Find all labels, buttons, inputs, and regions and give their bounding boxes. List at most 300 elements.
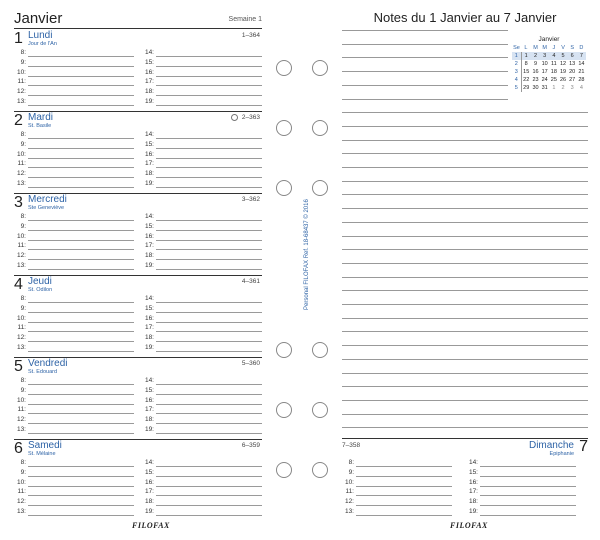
writing-line[interactable] xyxy=(156,187,262,188)
hour-slot[interactable] xyxy=(466,487,576,497)
mini-calendar-title: Janvier xyxy=(538,36,560,43)
note-line[interactable] xyxy=(342,386,588,387)
hour-slot[interactable] xyxy=(466,468,576,478)
writing-line[interactable] xyxy=(28,187,134,188)
hour-slot[interactable] xyxy=(466,458,576,468)
note-line[interactable] xyxy=(342,208,588,209)
hour-label: 11: xyxy=(17,324,26,332)
hour-slot[interactable] xyxy=(14,376,134,386)
calendar-day[interactable]: 17 xyxy=(541,69,548,75)
hour-slot[interactable] xyxy=(142,77,262,87)
note-line[interactable] xyxy=(342,222,588,223)
hour-label: 15: xyxy=(468,468,478,476)
ring-hole xyxy=(276,60,292,76)
hour-slot[interactable] xyxy=(342,497,452,507)
note-line[interactable] xyxy=(342,359,588,360)
day-number: 5 xyxy=(14,358,23,375)
writing-line[interactable] xyxy=(28,433,134,434)
hour-label: 13: xyxy=(16,262,26,269)
hour-slot[interactable] xyxy=(142,304,262,314)
note-line[interactable] xyxy=(342,126,588,127)
calendar-week-number: 3 xyxy=(512,68,521,76)
hour-slot[interactable] xyxy=(14,159,134,169)
hour-slot[interactable] xyxy=(342,478,452,488)
calendar-day[interactable]: 12 xyxy=(559,61,567,67)
writing-line[interactable] xyxy=(156,351,262,352)
filofax-logo-right: FILOFAX xyxy=(450,521,488,530)
calendar-day[interactable]: 11 xyxy=(550,61,557,67)
calendar-day[interactable]: 27 xyxy=(569,77,576,83)
hour-slot[interactable] xyxy=(14,179,134,189)
hour-label: 18: xyxy=(144,498,154,506)
sunday-saint: Epiphanie xyxy=(549,451,574,457)
hour-label: 17: xyxy=(144,324,154,332)
hour-slot[interactable] xyxy=(342,458,452,468)
hour-label: 10: xyxy=(16,396,26,404)
calendar-day[interactable]: 21 xyxy=(578,69,585,75)
note-line[interactable] xyxy=(342,181,588,182)
hour-label: 16: xyxy=(144,314,154,322)
writing-line[interactable] xyxy=(156,269,262,270)
day-name: Samedi xyxy=(28,440,62,451)
hour-label: 8: xyxy=(348,459,354,466)
day-number: 2 xyxy=(14,112,23,129)
calendar-weekday-header: D xyxy=(579,45,584,51)
hour-slot[interactable] xyxy=(142,478,262,488)
hour-slot[interactable] xyxy=(142,232,262,242)
hour-label: 10: xyxy=(16,150,26,158)
hour-slot[interactable] xyxy=(14,323,134,333)
hour-slot[interactable] xyxy=(142,487,262,497)
hour-label: 13: xyxy=(16,508,26,515)
hour-slot[interactable] xyxy=(142,458,262,468)
note-line[interactable] xyxy=(342,44,508,45)
hour-label: 15: xyxy=(144,140,154,148)
calendar-week-number: 5 xyxy=(512,84,521,92)
hour-slot[interactable] xyxy=(142,87,262,97)
hour-slot[interactable] xyxy=(466,478,576,488)
calendar-weekday-header: M xyxy=(533,45,538,51)
hour-label: 15: xyxy=(144,58,154,66)
calendar-day[interactable]: 20 xyxy=(569,69,576,75)
hour-slot[interactable] xyxy=(142,425,262,435)
day-block xyxy=(14,276,262,358)
hour-slot[interactable] xyxy=(142,241,262,251)
hour-label: 13: xyxy=(16,180,26,187)
note-line[interactable] xyxy=(342,30,508,31)
hour-label: 18: xyxy=(144,416,154,424)
hour-slot[interactable] xyxy=(14,405,134,415)
hour-slot[interactable] xyxy=(14,343,134,353)
note-line[interactable] xyxy=(342,112,588,113)
calendar-day[interactable]: 26 xyxy=(559,77,567,83)
hour-label: 14: xyxy=(144,131,154,138)
writing-line[interactable] xyxy=(28,269,134,270)
calendar-day[interactable]: 25 xyxy=(550,77,557,83)
hour-label: 15: xyxy=(144,222,154,230)
hour-label: 10: xyxy=(344,478,354,486)
hour-label: 12: xyxy=(16,88,26,96)
hour-slot[interactable] xyxy=(14,478,134,488)
hour-slot[interactable] xyxy=(342,507,452,517)
writing-line[interactable] xyxy=(156,515,262,516)
hour-label: 9: xyxy=(20,386,26,394)
day-sunday xyxy=(342,432,588,532)
hour-label: 9: xyxy=(20,140,26,148)
hour-slot[interactable] xyxy=(14,458,134,468)
hour-label: 8: xyxy=(20,213,26,220)
notes-title: Notes du 1 Janvier au 7 Janvier xyxy=(373,10,557,25)
hour-label: 9: xyxy=(20,58,26,66)
hour-label: 18: xyxy=(468,498,478,506)
ring-hole xyxy=(312,462,328,478)
calendar-day[interactable]: 2 xyxy=(561,85,565,91)
hour-label: 12: xyxy=(16,252,26,260)
hour-slot[interactable] xyxy=(14,415,134,425)
note-line[interactable] xyxy=(342,85,508,86)
day-block xyxy=(14,112,262,194)
writing-line[interactable] xyxy=(480,515,576,516)
hour-label: 10: xyxy=(16,68,26,76)
note-line[interactable] xyxy=(342,400,588,401)
day-count: 3–362 xyxy=(241,196,260,203)
calendar-day[interactable]: 23 xyxy=(532,77,539,83)
hour-slot[interactable] xyxy=(14,386,134,396)
calendar-weekday-header: L xyxy=(524,45,528,51)
calendar-weekday-header: Se xyxy=(513,45,520,51)
hour-label: 8: xyxy=(20,459,26,466)
note-line[interactable] xyxy=(342,263,588,264)
calendar-day[interactable]: 8 xyxy=(524,61,528,67)
hour-slot[interactable] xyxy=(14,68,134,78)
hour-slot[interactable] xyxy=(14,304,134,314)
hour-label: 10: xyxy=(16,232,26,240)
hour-label: 16: xyxy=(468,478,478,486)
calendar-day[interactable]: 19 xyxy=(559,69,567,75)
calendar-day[interactable]: 16 xyxy=(532,69,539,75)
hour-label: 13: xyxy=(16,426,26,433)
hour-slot[interactable] xyxy=(142,179,262,189)
hour-label: 11: xyxy=(17,488,26,496)
note-line[interactable] xyxy=(342,71,508,72)
hour-slot[interactable] xyxy=(142,343,262,353)
day-number: 6 xyxy=(14,440,23,457)
writing-line[interactable] xyxy=(156,433,262,434)
hour-slot[interactable] xyxy=(142,140,262,150)
hour-slot[interactable] xyxy=(142,376,262,386)
calendar-day[interactable]: 2 xyxy=(531,52,540,60)
hour-label: 9: xyxy=(20,468,26,476)
hour-slot[interactable] xyxy=(142,212,262,222)
week-label: Semaine 1 xyxy=(228,16,262,23)
hour-slot[interactable] xyxy=(342,487,452,497)
note-line[interactable] xyxy=(342,414,588,415)
hour-slot[interactable] xyxy=(142,333,262,343)
hour-label: 14: xyxy=(144,295,154,302)
hour-label: 11: xyxy=(17,78,26,86)
calendar-week-row xyxy=(512,84,586,92)
hour-label: 18: xyxy=(144,334,154,342)
calendar-day[interactable]: 4 xyxy=(549,52,558,60)
mini-calendar xyxy=(512,36,586,92)
day-count: 2–363 xyxy=(241,114,260,121)
hour-slot[interactable] xyxy=(142,169,262,179)
hour-label: 14: xyxy=(468,459,478,466)
hour-label: 19: xyxy=(144,98,154,105)
hour-label: 15: xyxy=(144,304,154,312)
hour-slot[interactable] xyxy=(142,251,262,261)
hour-label: 12: xyxy=(16,498,26,506)
hour-label: 19: xyxy=(144,180,154,187)
note-line[interactable] xyxy=(342,194,588,195)
hour-slot[interactable] xyxy=(14,241,134,251)
hour-slot[interactable] xyxy=(14,261,134,271)
calendar-day[interactable]: 24 xyxy=(541,77,548,83)
hour-slot[interactable] xyxy=(14,314,134,324)
calendar-day[interactable]: 28 xyxy=(578,77,585,83)
hour-slot[interactable] xyxy=(142,97,262,107)
hour-label: 19: xyxy=(144,508,154,515)
hour-slot[interactable] xyxy=(142,68,262,78)
left-page xyxy=(14,10,262,530)
calendar-day[interactable]: 18 xyxy=(550,69,557,75)
hour-slot[interactable] xyxy=(142,497,262,507)
hour-label: 11: xyxy=(17,406,26,414)
calendar-weekday-header: J xyxy=(552,45,556,51)
day-name: Mardi xyxy=(28,112,54,123)
note-line[interactable] xyxy=(342,290,588,291)
hour-slot[interactable] xyxy=(14,87,134,97)
calendar-day[interactable]: 3 xyxy=(540,52,549,60)
hour-slot[interactable] xyxy=(142,323,262,333)
mini-calendar-grid xyxy=(512,44,586,92)
calendar-week-row xyxy=(512,76,586,84)
hour-label: 17: xyxy=(144,488,154,496)
hour-label: 8: xyxy=(20,377,26,384)
day-name: Mercredi xyxy=(28,194,67,205)
hour-label: 12: xyxy=(16,416,26,424)
calendar-day[interactable]: 4 xyxy=(579,85,583,91)
hour-slot[interactable] xyxy=(142,415,262,425)
ring-hole xyxy=(276,462,292,478)
hour-label: 18: xyxy=(144,170,154,178)
hour-label: 10: xyxy=(16,478,26,486)
note-line[interactable] xyxy=(342,277,588,278)
day-name: Vendredi xyxy=(28,358,68,369)
hour-label: 17: xyxy=(144,78,154,86)
saint-name: St. Mélaine xyxy=(28,451,56,457)
ring-hole xyxy=(276,402,292,418)
hour-label: 8: xyxy=(20,295,26,302)
hour-slot[interactable] xyxy=(14,497,134,507)
day-count: 6–359 xyxy=(241,442,260,449)
hour-slot[interactable] xyxy=(142,159,262,169)
hour-slot[interactable] xyxy=(142,261,262,271)
hour-slot[interactable] xyxy=(14,507,134,517)
hour-label: 12: xyxy=(16,170,26,178)
hour-slot[interactable] xyxy=(14,212,134,222)
calendar-day[interactable]: 5 xyxy=(558,52,567,60)
day-block xyxy=(14,440,262,522)
hour-label: 13: xyxy=(16,98,26,105)
hour-slot[interactable] xyxy=(142,294,262,304)
ring-hole xyxy=(276,180,292,196)
sunday-day-number: 7 xyxy=(579,438,588,455)
hour-slot[interactable] xyxy=(14,232,134,242)
hour-label: 19: xyxy=(144,344,154,351)
hour-label: 16: xyxy=(144,150,154,158)
calendar-day[interactable]: 10 xyxy=(541,61,548,67)
saint-name: St. Edouard xyxy=(28,369,58,375)
hour-label: 9: xyxy=(348,468,354,476)
hour-slot[interactable] xyxy=(14,48,134,58)
hour-slot[interactable] xyxy=(142,396,262,406)
note-line[interactable] xyxy=(342,318,588,319)
spine-reference-text: Personal FILOFAX Ref. 18-68437 © 2016 xyxy=(304,199,310,310)
hour-slot[interactable] xyxy=(14,77,134,87)
hour-slot[interactable] xyxy=(14,222,134,232)
saint-name: Jour de l'An xyxy=(28,41,57,47)
hour-slot[interactable] xyxy=(14,150,134,160)
hour-slot[interactable] xyxy=(142,314,262,324)
hour-label: 12: xyxy=(16,334,26,342)
hour-slot[interactable] xyxy=(14,468,134,478)
calendar-day[interactable]: 6 xyxy=(568,52,577,60)
sunday-rule xyxy=(342,438,588,439)
ring-hole xyxy=(312,180,328,196)
calendar-day[interactable]: 7 xyxy=(577,52,586,60)
hour-slot[interactable] xyxy=(466,507,576,517)
writing-line[interactable] xyxy=(356,515,452,516)
hour-label: 13: xyxy=(344,508,354,515)
hour-slot[interactable] xyxy=(14,487,134,497)
day-number: 1 xyxy=(14,30,23,47)
calendar-week-row xyxy=(512,68,586,76)
saint-name: St. Basile xyxy=(28,123,52,129)
hour-slot[interactable] xyxy=(14,396,134,406)
hour-label: 17: xyxy=(144,160,154,168)
note-line[interactable] xyxy=(342,331,588,332)
note-line[interactable] xyxy=(342,427,588,428)
day-block xyxy=(14,30,262,112)
hour-slot[interactable] xyxy=(142,150,262,160)
writing-line[interactable] xyxy=(156,105,262,106)
hour-label: 8: xyxy=(20,131,26,138)
writing-line[interactable] xyxy=(28,515,134,516)
ring-hole xyxy=(312,342,328,358)
hour-slot[interactable] xyxy=(14,251,134,261)
hour-slot[interactable] xyxy=(14,58,134,68)
hour-label: 16: xyxy=(144,68,154,76)
ring-hole xyxy=(276,342,292,358)
hour-label: 14: xyxy=(144,213,154,220)
day-number: 4 xyxy=(14,276,23,293)
day-block xyxy=(14,194,262,276)
note-line[interactable] xyxy=(342,153,588,154)
hour-slot[interactable] xyxy=(142,468,262,478)
header-rule xyxy=(14,28,262,29)
hour-slot[interactable] xyxy=(142,405,262,415)
day-number: 3 xyxy=(14,194,23,211)
note-line[interactable] xyxy=(342,236,588,237)
calendar-day[interactable]: 14 xyxy=(578,61,585,67)
calendar-day[interactable]: 1 xyxy=(552,85,556,91)
writing-line[interactable] xyxy=(28,351,134,352)
calendar-day[interactable]: 15 xyxy=(523,69,530,75)
calendar-day[interactable]: 1 xyxy=(521,52,531,60)
sunday-day-name: Dimanche xyxy=(528,440,574,451)
writing-line[interactable] xyxy=(28,105,134,106)
note-line[interactable] xyxy=(342,140,588,141)
note-line[interactable] xyxy=(342,373,588,374)
hour-label: 16: xyxy=(144,232,154,240)
hour-label: 14: xyxy=(144,377,154,384)
calendar-day[interactable]: 3 xyxy=(570,85,574,91)
note-line[interactable] xyxy=(342,249,588,250)
hour-label: 18: xyxy=(144,252,154,260)
calendar-week-number: 1 xyxy=(512,52,521,60)
saint-name: Ste Geneviève xyxy=(28,205,65,211)
hour-label: 13: xyxy=(16,344,26,351)
hour-label: 11: xyxy=(17,160,26,168)
day-count: 5–360 xyxy=(241,360,260,367)
calendar-day[interactable]: 22 xyxy=(523,77,530,83)
hour-slot[interactable] xyxy=(14,130,134,140)
moon-phase-icon xyxy=(231,114,238,121)
right-page xyxy=(342,10,588,530)
hour-slot[interactable] xyxy=(14,140,134,150)
hour-slot[interactable] xyxy=(142,130,262,140)
note-line[interactable] xyxy=(342,304,588,305)
note-line[interactable] xyxy=(342,57,508,58)
hour-slot[interactable] xyxy=(142,222,262,232)
hour-label: 9: xyxy=(20,222,26,230)
calendar-week-row xyxy=(512,60,586,68)
hour-slot[interactable] xyxy=(142,386,262,396)
note-line[interactable] xyxy=(342,345,588,346)
hour-slot[interactable] xyxy=(14,169,134,179)
hour-slot[interactable] xyxy=(14,425,134,435)
hour-slot[interactable] xyxy=(142,58,262,68)
hour-label: 15: xyxy=(144,386,154,394)
hour-slot[interactable] xyxy=(142,507,262,517)
calendar-weekday-header: M xyxy=(542,45,547,51)
hour-slot[interactable] xyxy=(466,497,576,507)
calendar-day[interactable]: 29 xyxy=(523,85,530,91)
calendar-day[interactable]: 13 xyxy=(569,61,576,67)
hour-slot[interactable] xyxy=(342,468,452,478)
calendar-day[interactable]: 9 xyxy=(533,61,538,67)
hour-label: 15: xyxy=(144,468,154,476)
day-block xyxy=(14,358,262,440)
hour-slot[interactable] xyxy=(14,294,134,304)
calendar-weekday-header: V xyxy=(561,45,565,51)
hour-label: 16: xyxy=(144,478,154,486)
hour-slot[interactable] xyxy=(142,48,262,58)
note-line[interactable] xyxy=(342,99,508,100)
calendar-day[interactable]: 30 xyxy=(532,85,539,91)
hour-label: 11: xyxy=(345,488,354,496)
hour-label: 19: xyxy=(468,508,478,515)
ring-hole xyxy=(276,120,292,136)
calendar-week-number: 2 xyxy=(512,60,521,68)
note-line[interactable] xyxy=(342,167,588,168)
hour-slot[interactable] xyxy=(14,333,134,343)
hour-label: 19: xyxy=(144,262,154,269)
day-name: Lundi xyxy=(28,30,53,41)
hour-slot[interactable] xyxy=(14,97,134,107)
calendar-day[interactable]: 31 xyxy=(541,85,548,91)
